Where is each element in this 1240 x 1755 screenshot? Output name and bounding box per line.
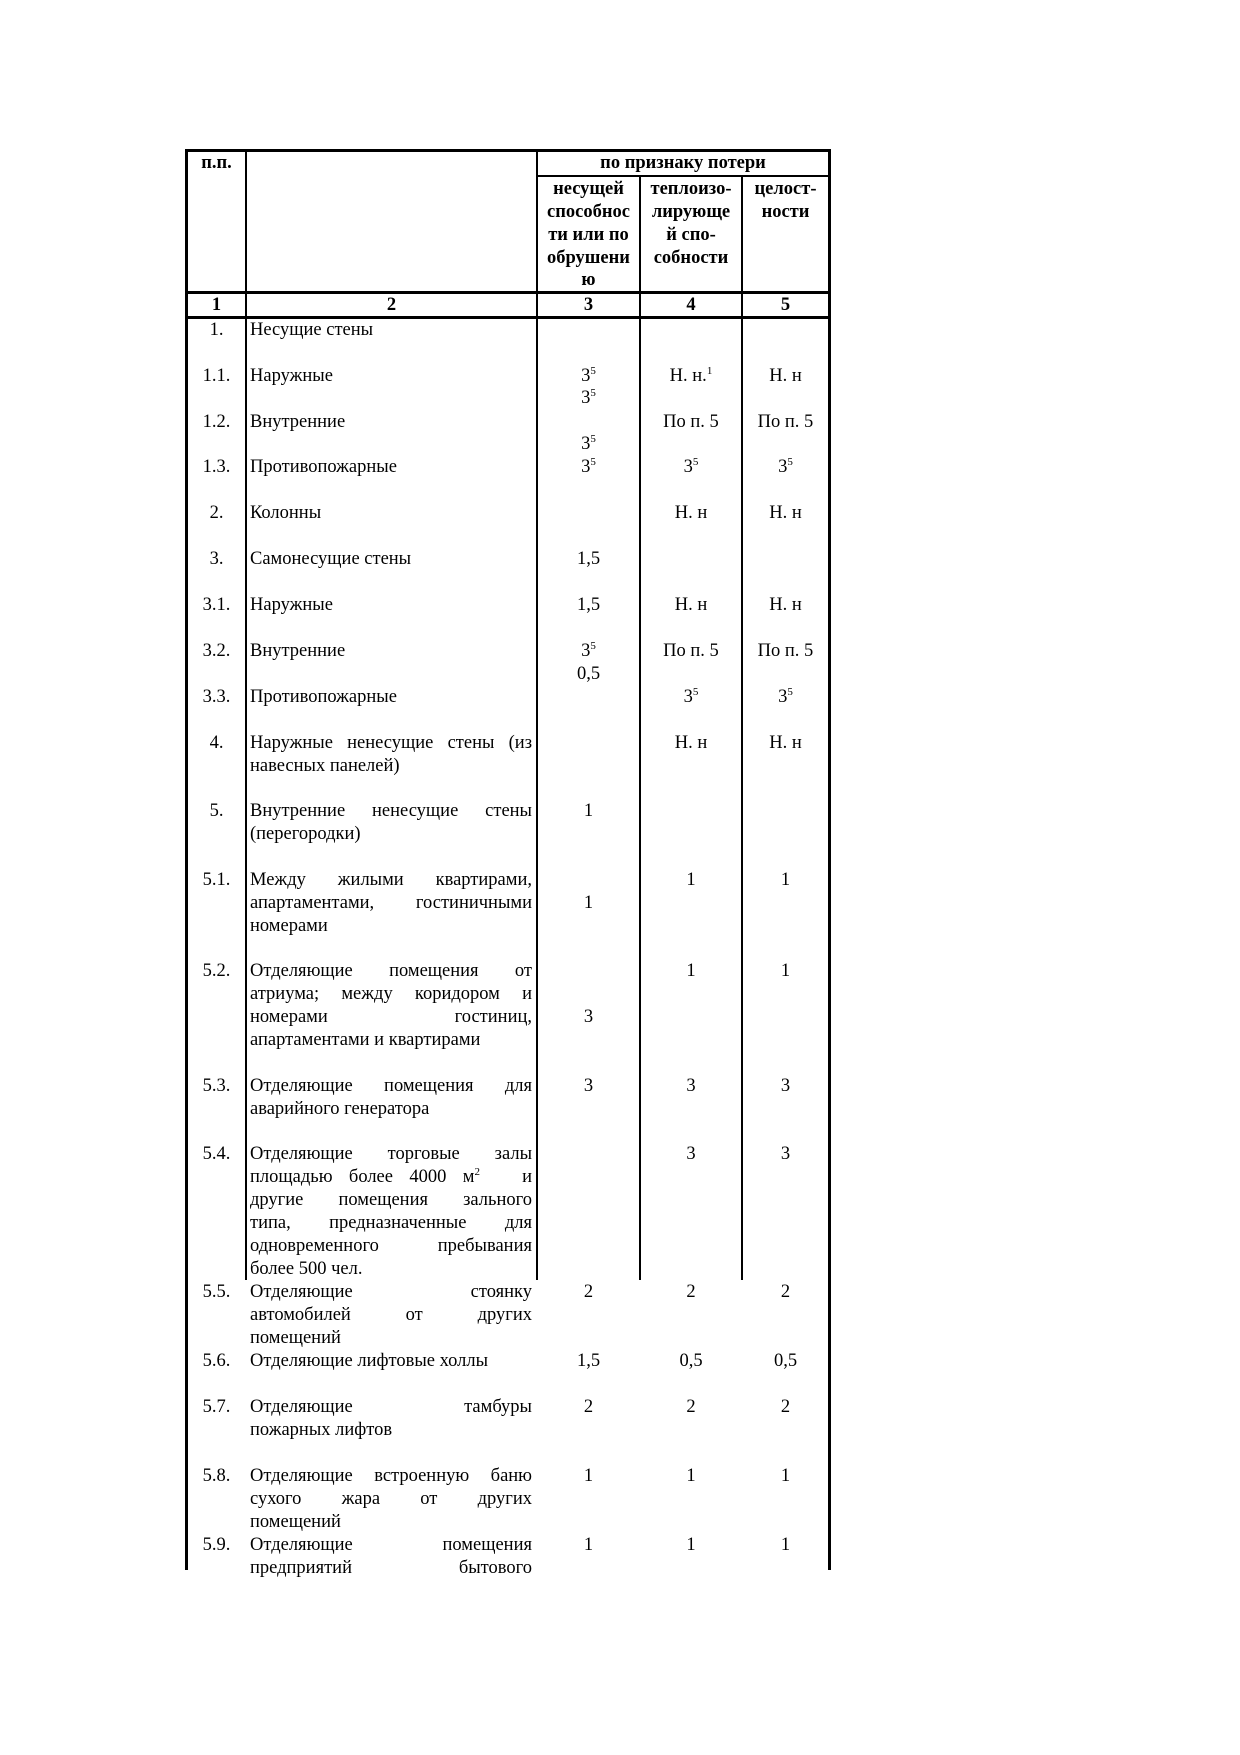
- header-col3-line: ю: [581, 270, 596, 290]
- cell-col4: 3: [686, 1076, 696, 1096]
- cell-col3: $3^5$: [581, 456, 596, 477]
- cell-col5: 2: [780, 1282, 791, 1302]
- row-name: предприятий бытового: [250, 1558, 532, 1578]
- row-name: Отделяющие лифтовые холлы: [250, 1351, 489, 1371]
- cell-col4: 2: [686, 1282, 696, 1302]
- row-number: 5.1.: [202, 870, 231, 890]
- cell-col4: По п. 5: [663, 412, 719, 432]
- header-col4-line: собности: [653, 248, 729, 268]
- cell-col3: 1: [583, 1535, 594, 1555]
- row-name: аварийного генератора: [250, 1099, 430, 1119]
- row-number: 3.1.: [202, 595, 231, 615]
- row-name: Отделяющие тамбуры: [250, 1397, 532, 1417]
- row-number: 5.5.: [202, 1282, 231, 1302]
- row-number: 2.: [209, 503, 224, 523]
- cell-col4: 3: [686, 1144, 696, 1164]
- cell-col5: Н. н: [769, 503, 802, 523]
- row-name: одновременного пребывания: [250, 1236, 532, 1256]
- row-name: Несущие стены: [250, 320, 374, 340]
- row-name: другие помещения зального: [250, 1190, 532, 1210]
- cell-col5: 1: [780, 1535, 791, 1555]
- cell-col5: 3: [780, 1076, 791, 1096]
- row-number: 5.2.: [202, 961, 231, 981]
- row-name: Отделяющие торговые залы: [250, 1144, 532, 1164]
- cell-col5: 1: [780, 1466, 791, 1486]
- cell-col5: $3^5$: [778, 456, 793, 477]
- header-loss-group: по признаку потери: [600, 153, 766, 173]
- cell-col5: $3^5$: [778, 686, 793, 707]
- row-name: Внутренние: [250, 641, 346, 661]
- row-name: Противопожарные: [250, 457, 397, 477]
- row-name: Самонесущие стены: [250, 549, 412, 569]
- row-name: Противопожарные: [250, 687, 397, 707]
- cell-col3: 2: [583, 1397, 594, 1417]
- row-number: 5.4.: [202, 1144, 231, 1164]
- header-number-label: п.п.: [201, 153, 232, 173]
- row-number: 1.: [209, 320, 224, 340]
- row-name: пожарных лифтов: [250, 1420, 393, 1440]
- row-number: 1.1.: [202, 366, 231, 386]
- cell-col4: 1: [686, 870, 696, 890]
- row-number: 5.9.: [202, 1535, 231, 1555]
- cell-col4: Н. н: [674, 503, 708, 523]
- cell-col4: 1: [686, 961, 696, 981]
- cell-col3: 1,5: [576, 595, 601, 615]
- row-name: апартаментами и квартирами: [250, 1030, 481, 1050]
- row-number: 1.3.: [202, 457, 231, 477]
- row-name: помещений: [250, 1328, 341, 1348]
- row-name: Отделяющие помещения от: [250, 961, 532, 981]
- cell-col5: Н. н: [769, 733, 802, 753]
- header-subgroup-line: [537, 175, 830, 177]
- index-col-3: 3: [583, 295, 594, 315]
- cell-col4: Н. н.$^1$: [669, 365, 713, 386]
- row-number: 5.7.: [202, 1397, 231, 1417]
- cell-col5: Н. н: [769, 366, 802, 386]
- cell-col5: 3: [780, 1144, 791, 1164]
- row-name: номерами гостиниц,: [250, 1007, 532, 1027]
- row-name: номерами: [250, 916, 328, 936]
- header-col4-line: й спо-: [666, 225, 716, 245]
- header-col5-line: целост-: [754, 179, 817, 199]
- row-name: Отделяющие помещения для: [250, 1076, 532, 1096]
- header-col5-line: ности: [761, 202, 810, 222]
- row-name: более 500 чел.: [250, 1259, 363, 1279]
- index-col-2: 2: [386, 295, 397, 315]
- col-divider-1: [245, 149, 247, 1280]
- row-number: 5.6.: [202, 1351, 231, 1371]
- row-name: Колонны: [250, 503, 322, 523]
- row-name: навесных панелей): [250, 756, 400, 776]
- cell-col3: $3^5$: [581, 365, 596, 386]
- cell-col3: 3: [583, 1076, 594, 1096]
- cell-col4: 2: [686, 1397, 696, 1417]
- cell-col5: По п. 5: [757, 641, 814, 661]
- cell-col5: Н. н: [769, 595, 802, 615]
- cell-col3: $3^5$: [581, 433, 596, 454]
- row-name: атриума; между коридором и: [250, 984, 532, 1004]
- cell-col5: 2: [780, 1397, 791, 1417]
- row-number: 5.8.: [202, 1466, 231, 1486]
- header-col4-line: теплоизо-: [650, 179, 732, 199]
- row-name: Наружные: [250, 595, 333, 615]
- cell-col4: $3^5$: [683, 456, 699, 477]
- header-col3-line: несущей: [553, 179, 624, 199]
- row-name: Наружные ненесущие стены (из: [250, 733, 532, 753]
- cell-col5: 0,5: [773, 1351, 798, 1371]
- row-name: (перегородки): [250, 824, 361, 844]
- cell-col5: По п. 5: [757, 412, 814, 432]
- cell-col4: Н. н: [674, 595, 708, 615]
- cell-col3: 1,5: [576, 1351, 601, 1371]
- row-name: автомобилей от других: [250, 1305, 532, 1325]
- row-name: типа, предназначенные для: [250, 1213, 532, 1233]
- row-number: 4.: [209, 733, 224, 753]
- cell-col3: 0,5: [576, 664, 601, 684]
- header-col3-line: ти или по: [548, 225, 629, 245]
- row-number: 3.2.: [202, 641, 231, 661]
- col-divider-3: [639, 175, 641, 1280]
- cell-col4: По п. 5: [663, 641, 719, 661]
- row-name: Между жилыми квартирами,: [250, 870, 532, 890]
- table-right-border: [828, 149, 831, 1570]
- cell-col4: 1: [686, 1466, 696, 1486]
- cell-col4: 0,5: [679, 1351, 703, 1371]
- header-col3-line: обрушени: [547, 248, 630, 268]
- cell-col3: 1: [583, 893, 594, 913]
- row-number: 1.2.: [202, 412, 231, 432]
- header-col3-line: способнос: [547, 202, 630, 222]
- row-number: 5.: [209, 801, 224, 821]
- index-col-5: 5: [780, 295, 791, 315]
- index-col-4: 4: [686, 295, 696, 315]
- cell-col4: $3^5$: [683, 686, 699, 707]
- row-name: Отделяющие встроенную баню: [250, 1466, 532, 1486]
- row-name: помещений: [250, 1512, 341, 1532]
- row-name: сухого жара от других: [250, 1489, 532, 1509]
- row-number: 3.: [209, 549, 224, 569]
- row-name: апартаментами, гостиничными: [250, 893, 532, 913]
- cell-col5: 1: [780, 961, 791, 981]
- cell-col3: 1: [583, 801, 594, 821]
- cell-col3: $3^5$: [581, 640, 596, 661]
- row-name: Внутренние ненесущие стены: [250, 801, 532, 821]
- cell-col3: 2: [583, 1282, 594, 1302]
- cell-col3: $3^5$: [581, 387, 596, 408]
- row-name: Отделяющие помещения: [250, 1535, 532, 1555]
- header-col4-line: лирующе: [651, 202, 731, 222]
- row-name: площадью более 4000 $м^2$ и: [250, 1166, 532, 1187]
- row-name: Отделяющие стоянку: [250, 1282, 532, 1302]
- row-number: 5.3.: [202, 1076, 231, 1096]
- cell-col3: 1,5: [576, 549, 601, 569]
- col-divider-4: [741, 175, 743, 1280]
- cell-col3: 1: [583, 1466, 594, 1486]
- row-name: Наружные: [250, 366, 333, 386]
- row-number: 3.3.: [202, 687, 231, 707]
- cell-col4: Н. н: [674, 733, 708, 753]
- cell-col3: 3: [583, 1007, 594, 1027]
- row-name: Внутренние: [250, 412, 346, 432]
- col-divider-2: [536, 149, 538, 1280]
- cell-col4: 1: [686, 1535, 696, 1555]
- cell-col5: 1: [780, 870, 791, 890]
- index-col-1: 1: [211, 295, 222, 315]
